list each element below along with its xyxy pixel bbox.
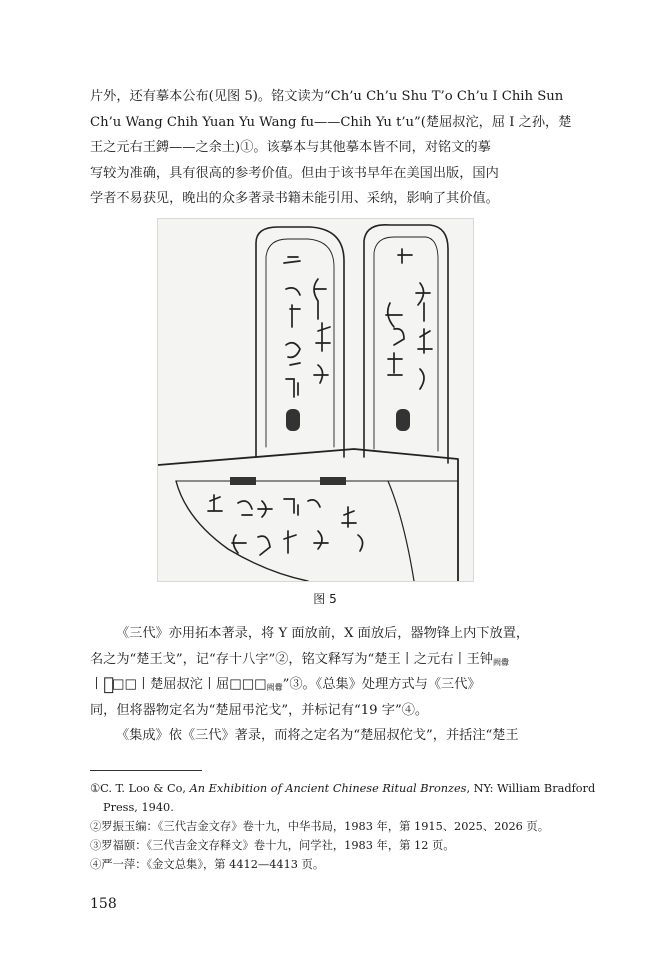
footnote-divider (90, 770, 202, 771)
subscript-note: 阙釁 (492, 657, 509, 667)
text-line: 写较为准确，具有很高的参考价值。但由于该书早年在美国出版，国内 (90, 165, 499, 181)
footnote-1-continued (103, 799, 573, 816)
footnote-text: , NY: William Bradford (466, 782, 596, 795)
footnote-text: ④严一萍：《金文总集》，第 4412—4413 页。 (90, 858, 325, 871)
paragraph-jicheng (90, 723, 556, 749)
text-line: 王之元右王鎛——之余土)①。该摹本与其他摹本皆不同，对铭文的摹 (90, 140, 491, 155)
paragraph-sandai (90, 621, 556, 723)
text-line: Ch’u Wang Chih Yuan Yu Wang fu——Chih Yu t’u”(楚屈叔沱，屈 I 之孙，楚 (90, 114, 572, 130)
text-segment: 丨 (90, 677, 104, 692)
text-segment: □□丨楚屈叔沱丨屈□□□ (112, 677, 267, 692)
footnote-text: ③罗福颐：《三代吉金文存释文》卷十九，问学社，1983 年，第 12 页。 (90, 839, 455, 852)
subscript-note: 阙釁 (266, 683, 283, 692)
footnote-text: Press, 1940. (103, 801, 174, 814)
text-line (90, 647, 556, 673)
footnote-text: ①C. T. Loo & Co, (90, 782, 190, 795)
footnote-text: ②罗振玉编：《三代吉金文存》卷十九，中华书局，1983 年，第 1915、2025、2026 页。 (90, 820, 550, 833)
text-segment: ”③。《总集》处理方式与《三代》 (282, 677, 481, 692)
text-line: 学者不易获见，晚出的众多著录书籍未能引用、采纳，影响了其价值。 (90, 191, 499, 206)
text-line (90, 672, 556, 698)
footnote-4 (90, 856, 560, 873)
text-line: 同，但将器物定名为“楚屈弔沱戈”，并标记有“19 字”④。 (90, 702, 429, 718)
figure-caption: 图 5 (313, 592, 337, 606)
inscription-drawing (158, 219, 473, 581)
text-segment: 名之为“楚王戈”，记“存十八字”②，铭文释写为“楚王丨之元右丨王钟 (90, 651, 493, 667)
footnote-1 (90, 780, 596, 797)
footnote-3 (90, 837, 560, 854)
text-line: 《三代》亦用拓本著录，将 Y 面放前，X 面放后，器物锋上内下放置， (116, 626, 530, 641)
archaic-glyph-icon: 𤕨 (103, 674, 112, 695)
text-line: 《集成》依《三代》著录，而将之定名为“楚屈叔佗戈”，并括注“楚王 (116, 728, 519, 743)
inscription-figure (157, 218, 474, 582)
text-line: 片外，还有摹本公布(见图 5)。铭文读为“Ch’u Ch’u Shu T’o Ch’u I Chih Sun (90, 89, 564, 104)
footnote-2 (90, 818, 560, 835)
page-number: 158 (90, 896, 117, 912)
footnote-book-title: An Exhibition of Ancient Chinese Ritual Bronzes (189, 782, 467, 795)
paragraph-intro (90, 84, 572, 212)
